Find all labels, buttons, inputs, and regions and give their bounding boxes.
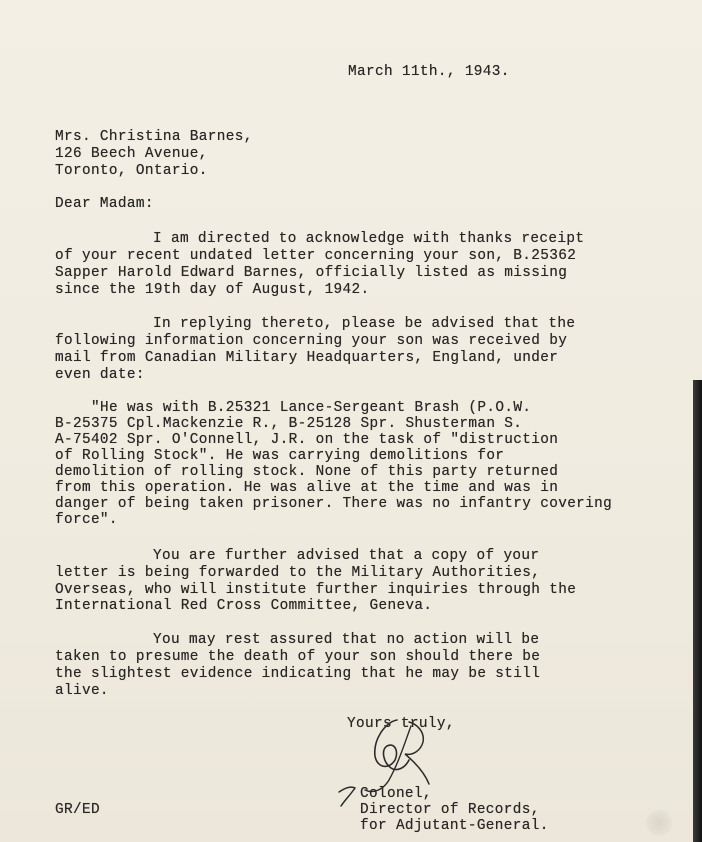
signatory-office: for Adjutant-General.	[360, 818, 549, 834]
paragraph-3-line-2: letter is being forwarded to the Military Authorities,	[55, 565, 541, 581]
recipient-city: Toronto, Ontario.	[55, 163, 208, 179]
recipient-street: 126 Beech Avenue,	[55, 146, 208, 162]
quote-line-7: danger of being taken prisoner. There was no infantry covering	[55, 496, 613, 512]
paragraph-2-line-4: even date:	[55, 367, 145, 383]
signatory-title: Director of Records,	[360, 802, 540, 818]
paragraph-3-line-4: International Red Cross Committee, Geneva.	[55, 598, 433, 614]
quote-line-4: of Rolling Stock". He was carrying demolitions for	[55, 448, 505, 464]
paragraph-1-line-2: of your recent undated letter concerning your son, B.25362	[55, 248, 577, 264]
paragraph-2-line-2: following information concerning your son was received by	[55, 333, 568, 349]
paragraph-3-line-1: You are further advised that a copy of your	[153, 548, 540, 564]
page-edge-shadow	[693, 380, 702, 842]
salutation: Dear Madam:	[55, 196, 154, 212]
closing: Yours truly,	[347, 716, 455, 732]
reference-initials: GR/ED	[55, 802, 100, 818]
recipient-name: Mrs. Christina Barnes,	[55, 129, 253, 145]
paragraph-4-line-4: alive.	[55, 683, 109, 699]
paragraph-2-line-1: In replying thereto, please be advised that the	[153, 316, 576, 332]
paper-smudge	[646, 810, 672, 836]
signatory-rank: Colonel,	[360, 786, 432, 802]
paragraph-4-line-3: the slightest evidence indicating that he may be still	[55, 666, 541, 682]
paragraph-1-line-3: Sapper Harold Edward Barnes, officially listed as missing	[55, 265, 568, 281]
paragraph-1-line-4: since the 19th day of August, 1942.	[55, 282, 370, 298]
quote-line-6: from this operation. He was alive at the time and was in	[55, 480, 559, 496]
paragraph-4-line-2: taken to presume the death of your son should there be	[55, 649, 541, 665]
quote-line-8: force".	[55, 512, 118, 528]
paragraph-3-line-3: Overseas, who will institute further inquiries through the	[55, 582, 577, 598]
paragraph-1-line-1: I am directed to acknowledge with thanks receipt	[153, 231, 585, 247]
paragraph-2-line-3: mail from Canadian Military Headquarters, England, under	[55, 350, 559, 366]
paragraph-4-line-1: You may rest assured that no action will be	[153, 632, 540, 648]
quote-line-1: "He was with B.25321 Lance-Sergeant Brash (P.O.W.	[91, 400, 532, 416]
quote-line-2: B-25375 Cpl.Mackenzie R., B-25128 Spr. Shusterman S.	[55, 416, 523, 432]
quote-line-3: A-75402 Spr. O'Connell, J.R. on the task of "distruction	[55, 432, 559, 448]
quote-line-5: demolition of rolling stock. None of this party returned	[55, 464, 559, 480]
letter-date: March 11th., 1943.	[348, 64, 510, 80]
